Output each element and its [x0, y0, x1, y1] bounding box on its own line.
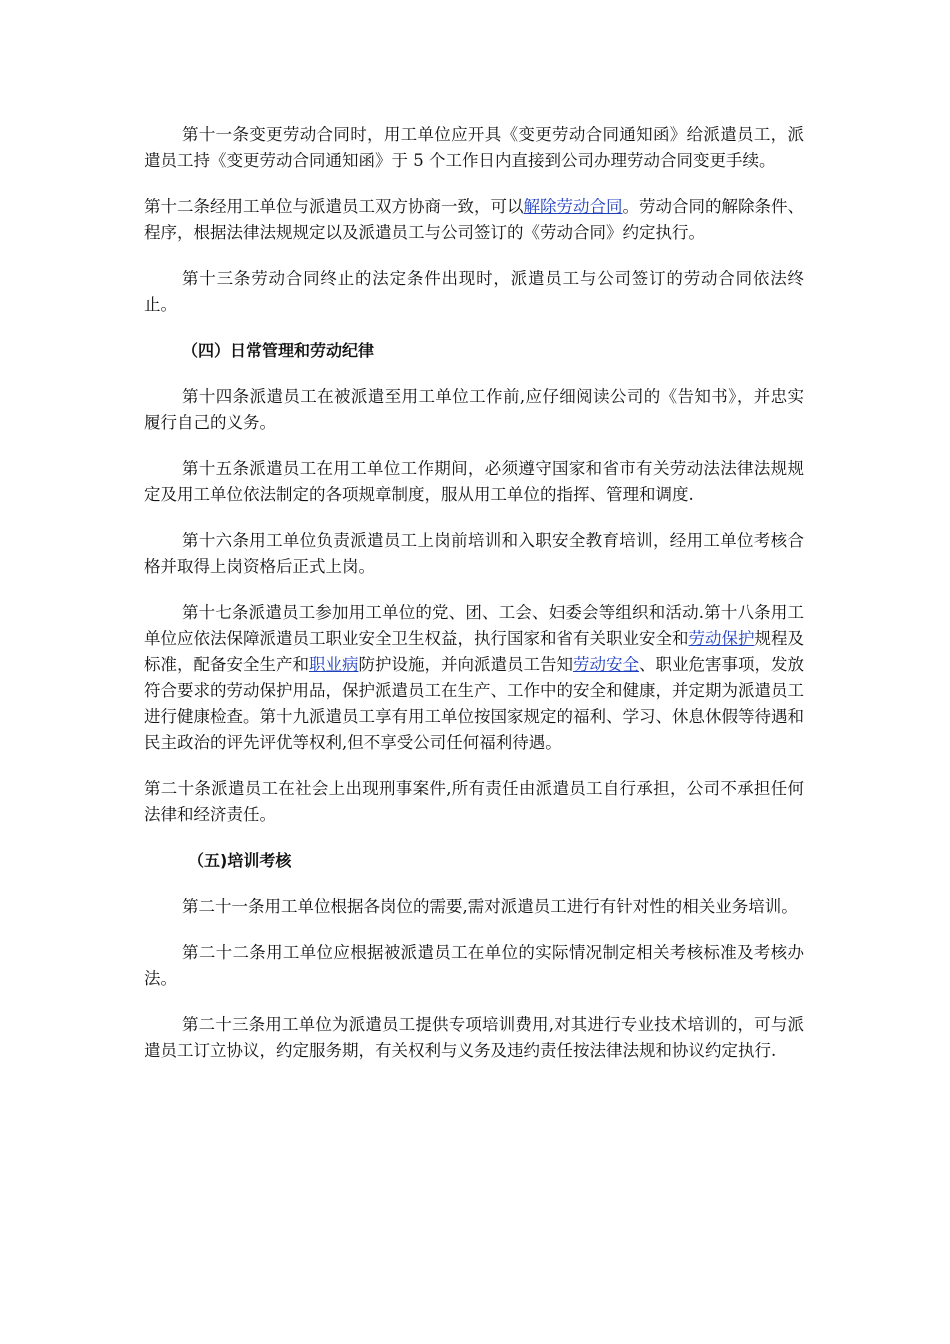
article-22: 第二十二条用工单位应根据被派遣员工在单位的实际情况制定相关考核标准及考核办法。	[144, 943, 804, 988]
document-page	[144, 122, 804, 1084]
article-17-19	[144, 600, 804, 756]
link-occupational-disease[interactable]: 职业病	[309, 655, 359, 674]
article-17-text-c: 防护设施，并向派遣员工告知	[358, 655, 573, 674]
link-labor-protection[interactable]: 劳动保护	[688, 629, 755, 648]
link-labor-safety[interactable]: 劳动安全	[573, 655, 639, 674]
article-21: 第二十一条用工单位根据各岗位的需要,需对派遣员工进行有针对性的相关业务培训。	[182, 897, 798, 916]
article-11: 第十一条变更劳动合同时，用工单位应开具《变更劳动合同通知函》给派遣员工，派遣员工持《变更劳动合同通知函》于 5 个工作日内直接到公司办理劳动合同变更手续。	[144, 125, 804, 170]
section-heading-5: （五)培训考核	[188, 851, 292, 870]
article-17-text-b: 规程及标准，配备安全生产和	[144, 629, 804, 674]
article-17-text-a: 第十七条派遣员工参加用工单位的党、团、工会、妇委会等组织和活动.第十八条用工单位应依法保障派遣员工职业安全卫生权益，执行国家和省有关职业安全和	[144, 603, 804, 648]
article-12-text-a: 第十二条经用工单位与派遣员工双方协商一致，可以	[144, 197, 524, 216]
article-16: 第十六条用工单位负责派遣员工上岗前培训和入职安全教育培训，经用工单位考核合格并取得上岗资格后正式上岗。	[144, 531, 804, 576]
link-terminate-labor-contract[interactable]: 解除劳动合同	[523, 197, 623, 216]
article-20: 第二十条派遣员工在社会上出现刑事案件,所有责任由派遣员工自行承担，公司不承担任何法律和经济责任。	[144, 779, 804, 824]
article-23: 第二十三条用工单位为派遣员工提供专项培训费用,对其进行专业技术培训的，可与派遣员工订立协议，约定服务期，有关权利与义务及违约责任按法律法规和协议约定执行.	[144, 1015, 804, 1060]
article-14: 第十四条派遣员工在被派遣至用工单位工作前,应仔细阅读公司的《告知书》，并忠实履行自己的义务。	[144, 387, 804, 432]
article-12	[144, 194, 804, 246]
section-heading-4: （四）日常管理和劳动纪律	[182, 341, 375, 360]
article-12-text-b: 。劳动合同的解除条件、程序，根据法律法规规定以及派遣员工与公司签订的《劳动合同》约定执行。	[144, 197, 804, 242]
article-15: 第十五条派遣员工在用工单位工作期间，必须遵守国家和省市有关劳动法法律法规规定及用工单位依法制定的各项规章制度，服从用工单位的指挥、管理和调度.	[144, 459, 804, 504]
article-13: 第十三条劳动合同终止的法定条件出现时，派遣员工与公司签订的劳动合同依法终止。	[144, 269, 804, 314]
article-17-text-d: 、职业危害事项，发放符合要求的劳动保护用品，保护派遣员工在生产、工作中的安全和健康，并定期为派遣员工进行健康检查。第十九派遣员工享有用工单位按国家规定的福利、学习、休息休假等待遇和民主政治的评先评优等权利,但不享受公司任何福利待遇。	[144, 655, 804, 752]
